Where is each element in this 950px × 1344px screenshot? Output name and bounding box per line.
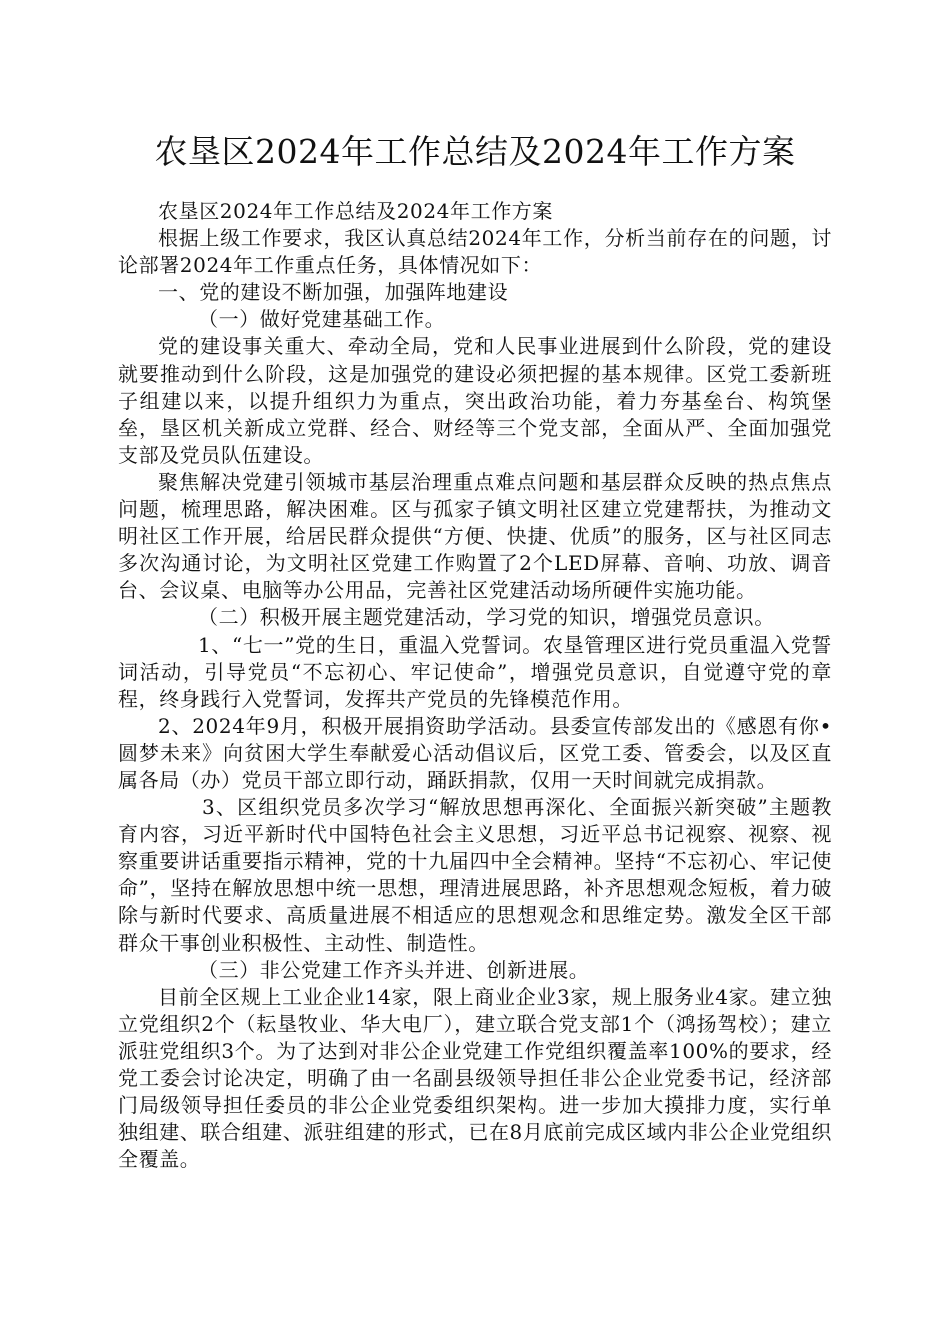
paragraph-item-1: 1、“七一”党的生日，重温入党誓词。农垦管理区进行党员重温入党誓词活动，引导党员“不忘初心、牢记使命”，增强党员意识，自觉遵守党的章程，终身践行入党誓词，发挥共产党员的先锋模范作用。: [118, 632, 832, 711]
paragraph-intro: 根据上级工作要求，我区认真总结2024年工作，分析当前存在的问题，讨论部署2024年工作重点任务，具体情况如下：: [118, 226, 832, 278]
paragraph-subtitle: 农垦区2024年工作总结及2024年工作方案: [158, 199, 553, 223]
subsection-heading-3: （三）非公党建工作齐头并进、创新进展。: [198, 957, 590, 982]
section-heading-1: 一、党的建设不断加强，加强阵地建设: [158, 280, 509, 305]
subsection-heading-2: （二）积极开展主题党建活动，学习党的知识，增强党员意识。: [198, 605, 775, 630]
document-title: 农垦区2024年工作总结及2024年工作方案: [154, 132, 796, 171]
paragraph-item-3: 3、区组织党员多次学习“解放思想再深化、全面振兴新突破”主题教育内容，习近平新时代中国特色社会主义思想，习近平总书记视察、视察、视察重要讲话重要指示精神，党的十九届四中全会精神。坚持“不忘初心、牢记使命”，坚持在解放思想中统一思想，理清进展思路，补齐思想观念短板，着力破除与新时代要求、高质量进展不相适应的思想观念和思维定势。激发全区干部群众干事创业积极性、主动性、制造性。: [118, 795, 832, 955]
document-body: [118, 198, 832, 1173]
subsection-heading-1: （一）做好党建基础工作。: [198, 307, 446, 332]
paragraph-item-2: 2、2024年9月，积极开展捐资助学活动。县委宣传部发出的《感恩有你•圆梦未来》向贫困大学生奉献爱心活动倡议后，区党工委、管委会，以及区直属各局（办）党员干部立即行动，踊跃捐款，仅用一天时间就完成捐款。: [118, 713, 832, 792]
paragraph-community: 聚焦解决党建引领城市基层治理重点难点问题和基层群众反映的热点焦点问题，梳理思路，解决困难。区与孤家子镇文明社区建立党建帮扶，为推动文明社区工作开展，给居民群众提供“方便、快捷、优质”的服务，区与社区同志多次沟通讨论，为文明社区党建工作购置了2个LED屏幕、音响、功放、调音台、会议桌、电脑等办公用品，完善社区党建活动场所硬件实施功能。: [118, 469, 832, 603]
paragraph-party-building: 党的建设事关重大、牵动全局，党和人民事业进展到什么阶段，党的建设就要推动到什么阶段，这是加强党的建设必须把握的基本规律。区党工委新班子组建以来，以提升组织力为重点，突出政治功能，着力夯基垒台、构筑堡垒，垦区机关新成立党群、经合、财经等三个党支部，全面从严、全面加强党支部及党员队伍建设。: [118, 334, 832, 467]
paragraph-non-public: 目前全区规上工业企业14家，限上商业企业3家，规上服务业4家。建立独立党组织2个（耘垦牧业、华大电厂），建立联合党支部1个（鸿扬驾校）；建立派驻党组织3个。为了达到对非公企业党建工作党组织覆盖率100%的要求，经党工委会讨论决定，明确了由一名副县级领导担任非公企业党委书记，经济部门局级领导担任委员的非公企业党委组织架构。进一步加大摸排力度，实行单独组建、联合组建、派驻组建的形式，已在8月底前完成区域内非公企业党组织全覆盖。: [118, 984, 832, 1172]
